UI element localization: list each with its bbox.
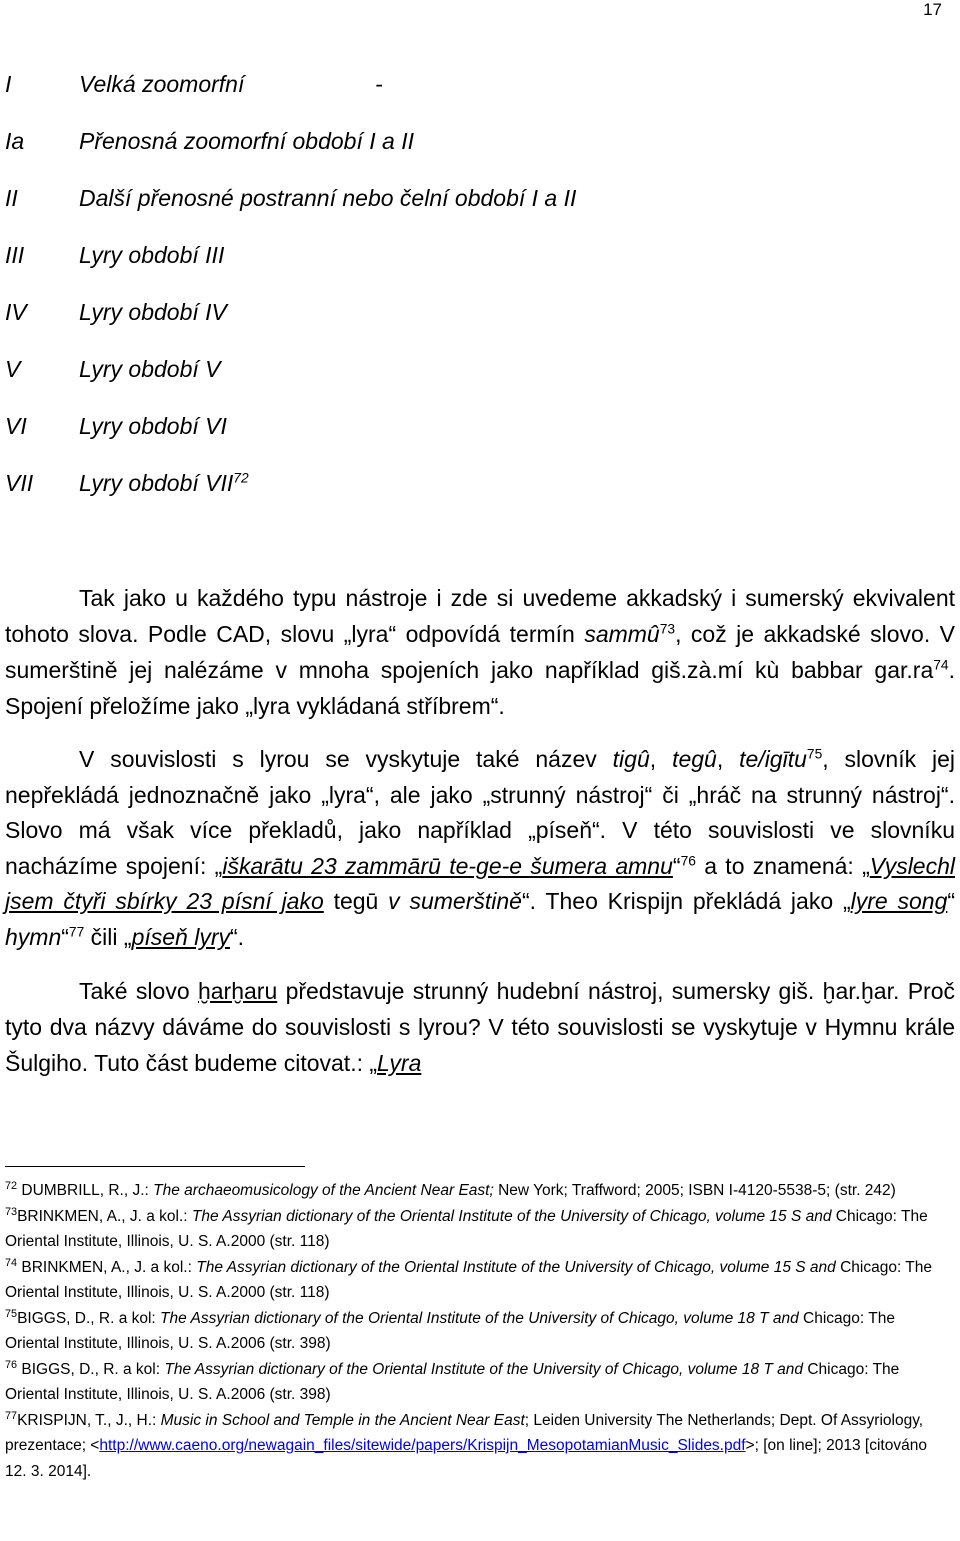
text-run: “ — [947, 888, 956, 914]
period-desc: Velká zoomorfní — [79, 71, 245, 97]
footnote-number: 76 — [5, 1358, 18, 1371]
body-text — [5, 580, 955, 1099]
text-run: Tak jako u každého typu nástroje i zde si uvedeme akkadský i sumerský ekvivalent tohoto slova. Podle CAD, slovu „lyra“ odpovídá termín — [5, 585, 955, 647]
footnote-number: 74 — [5, 1256, 18, 1269]
term-tegu: tegû — [672, 746, 717, 772]
footnote-ref[interactable]: 72 — [233, 470, 249, 486]
period-roman: IV — [5, 299, 27, 325]
footnote-ref[interactable]: 73 — [659, 621, 676, 637]
footnote-title: The Assyrian dictionary of the Oriental Institute of the University of Chicago, volume 15 S and — [191, 1207, 832, 1225]
footnote-ref[interactable]: 74 — [933, 657, 949, 673]
footnote-ref[interactable]: 77 — [68, 923, 85, 939]
period-row — [5, 463, 925, 520]
term-sammu: sammû — [584, 621, 660, 647]
footnote-rest: Chicago: The Oriental Institute, Illinois, U. S. A.2006 (str. 398) — [5, 1360, 900, 1403]
period-desc-text: Lyry období VII — [79, 470, 234, 496]
period-roman: I — [5, 71, 12, 97]
period-roman: VI — [5, 413, 27, 439]
period-desc: Lyry období V — [79, 356, 221, 382]
footnote — [5, 1408, 950, 1485]
period-roman: Ia — [5, 128, 25, 154]
text-run: představuje strunný hudební nástroj, sumersky giš. ḫar.ḫar. Proč tyto dva názvy dáváme do souvislosti s lyrou? V této souvislosti se vyskytuje v Hymnu krále Šulgiho. Tuto část budeme citovat.: „ — [5, 978, 955, 1076]
period-roman: III — [5, 242, 25, 268]
footnote-title: Music in School and Temple in the Ancient Near East — [160, 1411, 525, 1429]
footnote-author: BRINKMEN, A., J. a kol.: — [17, 1258, 197, 1276]
period-row — [5, 64, 925, 121]
footnote-rest: ; Leiden University The Netherlands; Dept. Of Assyriology, prezentace; < — [5, 1411, 924, 1454]
text-run: tegū — [323, 888, 389, 914]
term-v-sumerstine: v sumerštině — [388, 888, 522, 914]
text-run: , — [716, 746, 740, 772]
footnote-rest: Chicago: The Oriental Institute, Illinois, U. S. A.2000 (str. 118) — [5, 1258, 933, 1301]
period-row — [5, 121, 925, 178]
text-run: , slovník jej nepřekládá jednoznačně jako „lyra“, ale jako „strunný nástroj“ či „hráč na strunný nástroj“. Slovo má však více překladů, jako například „píseň“. V této souvislosti ve slovníku nacházíme spojení: „ — [5, 746, 956, 879]
text-run: “ — [672, 852, 681, 879]
term-hymn: hymn — [5, 923, 62, 950]
footnote-title: The Assyrian dictionary of the Oriental Institute of the University of Chicago, volume 15 S and — [196, 1258, 836, 1276]
footnote — [5, 1204, 950, 1255]
footnote-ref[interactable]: 76 — [680, 852, 696, 868]
footnote-separator — [5, 1166, 305, 1167]
footnote-title: The archaeomusicology of the Ancient Near East; — [153, 1182, 494, 1199]
footnote-ref[interactable]: 75 — [806, 746, 823, 762]
period-desc — [79, 463, 925, 520]
text-run: “ — [61, 923, 69, 950]
footnote-rest: Chicago: The Oriental Institute, Illinois, U. S. A.2000 (str. 118) — [5, 1207, 928, 1250]
period-desc: Přenosná zoomorfní období I a II — [79, 128, 414, 154]
paragraph-sammu — [5, 580, 955, 724]
footnote-author: DUMBRILL, R., J.: — [17, 1182, 154, 1199]
footnote-title: The Assyrian dictionary of the Oriental Institute of the University of Chicago, volume 18 T and — [160, 1309, 799, 1327]
footnote — [5, 1178, 950, 1204]
period-roman: VII — [5, 470, 34, 496]
footnote — [5, 1357, 950, 1408]
footnote-author: KRISPIJN, T., J., H.: — [17, 1411, 161, 1429]
text-run: a to znamená: „ — [695, 852, 870, 879]
term-tigu: tigû — [612, 746, 650, 772]
period-roman: V — [5, 356, 21, 382]
paragraph-tigu — [5, 742, 955, 955]
quote-lyra: Lyra — [377, 1050, 422, 1076]
text-run: , což je akkadské slovo. V sumerštině jej nalézáme v mnoha spojeních jako například giš.zà.mí kù babbar gar.ra — [5, 621, 956, 683]
paragraph-harharu — [5, 973, 955, 1081]
period-list — [5, 64, 925, 520]
footnote-author: BIGGS, D., R. a kol: — [17, 1309, 161, 1327]
period-row — [5, 349, 925, 406]
footnote-rest: Chicago: The Oriental Institute, Illinois, U. S. A.2006 (str. 398) — [5, 1309, 895, 1352]
footnotes — [5, 1178, 950, 1484]
text-run: V souvislosti s lyrou se vyskytuje také název — [79, 746, 613, 772]
page-number: 17 — [923, 0, 942, 19]
footnote-number: 72 — [5, 1179, 18, 1192]
period-row — [5, 178, 925, 235]
text-run: Také slovo — [79, 978, 198, 1004]
period-desc: Další přenosné postranní nebo čelní období I a II — [79, 185, 577, 211]
period-roman: II — [5, 185, 18, 211]
term-tegitu: te/igītu — [739, 746, 807, 772]
period-desc: Lyry období III — [79, 242, 225, 268]
footnote-author: BIGGS, D., R. a kol: — [17, 1360, 165, 1378]
text-run: “. — [230, 923, 245, 950]
quote-iskaratu: iškarātu 23 zammārū te-ge-e šumera amnu — [222, 852, 673, 879]
term-harharu: ḫarḫaru — [197, 978, 278, 1004]
period-desc: Lyry období IV — [79, 299, 227, 325]
footnote-rest: New York; Traffword; 2005; ISBN I-4120-5538-5; (str. 242) — [493, 1182, 896, 1199]
period-row — [5, 292, 925, 349]
period-desc: Lyry období VI — [79, 413, 227, 439]
quote-pisen-lyry: píseň lyry — [131, 923, 230, 950]
text-run: . Spojení přeložíme jako „lyra vykládaná stříbrem“. — [5, 657, 955, 719]
quote-lyre-song: lyre song — [850, 888, 948, 914]
footnote-number: 73 — [5, 1205, 18, 1218]
quote-translation: Vyslechl jsem čtyři sbírky 23 písní jako — [5, 852, 955, 914]
text-run: čili „ — [84, 923, 132, 950]
footnote-rest: >; [on line]; 2013 [citováno 12. 3. 2014]. — [5, 1437, 927, 1480]
period-dash: - — [375, 71, 383, 97]
footnote-title: The Assyrian dictionary of the Oriental Institute of the University of Chicago, volume 18 T and — [164, 1360, 804, 1378]
footnote-link[interactable]: http://www.caeno.org/newagain_files/sitewide/papers/Krispijn_MesopotamianMusic_Slides.pdf — [99, 1437, 746, 1454]
footnote-number: 77 — [5, 1409, 18, 1422]
footnote — [5, 1255, 950, 1306]
text-run: “. Theo Krispijn překládá jako „ — [521, 888, 851, 914]
footnote-number: 75 — [5, 1307, 18, 1320]
footnote — [5, 1306, 950, 1357]
period-row — [5, 235, 925, 292]
footnote-author: BRINKMEN, A., J. a kol.: — [17, 1207, 192, 1225]
text-run: , — [649, 746, 673, 772]
period-row — [5, 406, 925, 463]
